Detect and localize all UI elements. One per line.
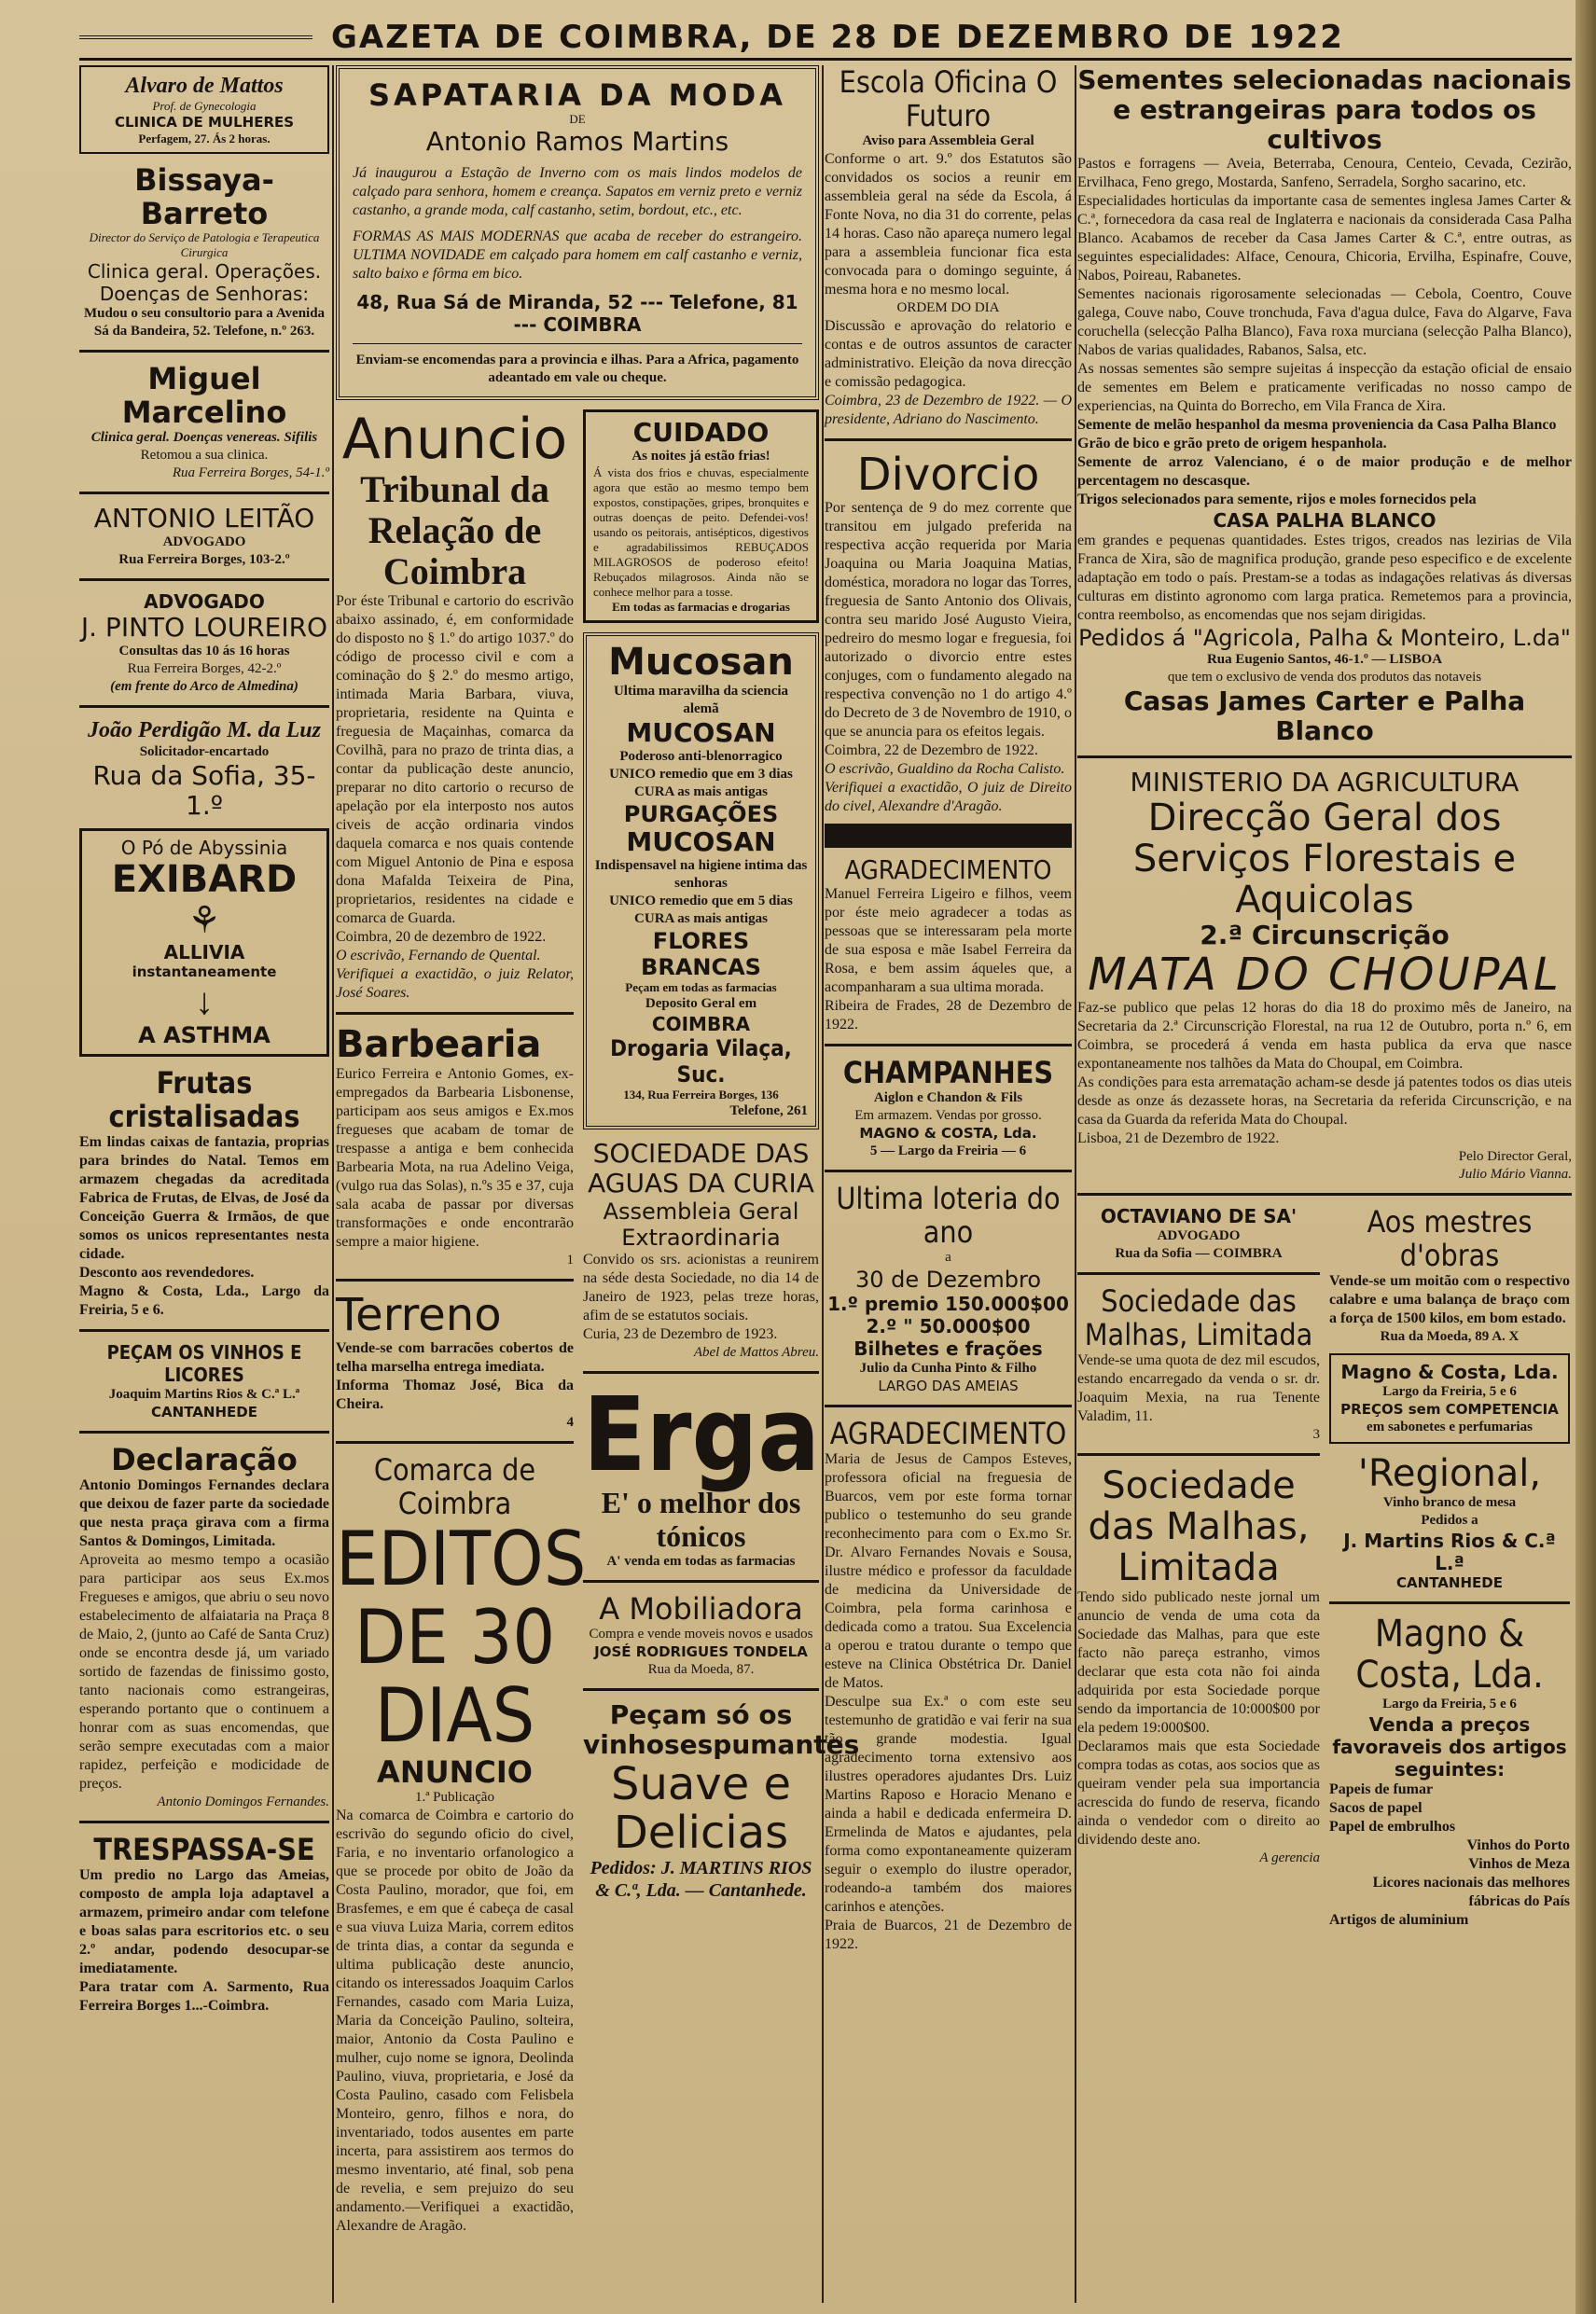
ad-text: Mudou o seu consultorio para a Avenida Sá da Bandeira, 52. Telefone, n.º 263. xyxy=(83,306,326,339)
separator xyxy=(79,492,329,494)
ad-text: 1 xyxy=(566,1253,574,1268)
ad-text: Clinica geral. Doenças venereas. Sifilis xyxy=(90,430,318,445)
ad-title: Aos mestres d'obras xyxy=(1367,1204,1533,1273)
column-2-right xyxy=(583,409,860,2236)
ad-text: Aviso para Assembleia Geral xyxy=(862,133,1034,148)
column-2-split xyxy=(336,407,860,2236)
separator xyxy=(1077,1272,1320,1275)
column-4-right xyxy=(1329,1205,1570,1930)
ad-text: Rua da Sofia, 35-1.º xyxy=(92,760,316,821)
ad-text: COIMBRA xyxy=(651,1013,751,1035)
ad-text: Á vista dos frios e chuvas, especialmente agora que estão ao mesmo tempo bem expostos, constipações, gripes, bronquites e outras doenças de peito. Defendei-vos! usando os peitorais, antisépticos, digestivos e agradabilissimos REBUÇADOS MILAGROSOS de poderoso efeito! Rebuçados milagrosos. Ainda não se conhece melhor para a tosse. xyxy=(593,465,809,599)
header-rule xyxy=(79,35,312,39)
ad-trespassa xyxy=(79,1833,329,2016)
ad-text: LARGO DAS AMEIAS xyxy=(878,1378,1019,1394)
ad-text: Poderoso anti-blenorragico xyxy=(619,749,783,764)
page-spine xyxy=(1575,0,1596,2314)
column-4-left xyxy=(1077,1205,1320,1930)
ad-text: ADVOGADO xyxy=(144,590,265,613)
ad-text: Na comarca de Coimbra e cartorio do escrivão do segundo oficio do civel, Faria, e no inventario orfanologico a que se procede por obito de João da Costa Paulino, morador, que foi, em Brasfemes, e em que é cabeça de casal e sua viuva Luiza Maria, correm editos de trinta dias, a contar da segunda e ultima publicação deste anuncio, citando os interessados Joaquim Carlos Fernandes, casado com Maria Luiza, Maria da Conceição Paulino, solteira, maior, Antonio da Costa Paulino e mulher, cujo nome se ignora, Deolinda Paulino, viuva, proprietaria, e José da Costa Paulino, casado com Felisbela Monteiro, genro, filhos e nora, do inventariado, todos ausentes em parte incerta, para assistirem aos termos do mesmo inventario, até final, sob pena de revelia, e sem prejuizo do seu andamento.—Verifiquei a exactidão, Alexandre de Aragão. xyxy=(336,1808,574,2234)
ad-text: Em todas as farmacias e drogarias xyxy=(612,600,790,614)
ad-title: Frutas cristalisadas xyxy=(108,1065,300,1134)
ad-text: ALLIVIA xyxy=(163,941,245,963)
ad-text: MAGNO & COSTA, Lda. xyxy=(859,1125,1037,1142)
ad-text: FORMAS AS MAIS MODERNAS que acaba de receber do estrangeiro. ULTIMA NOVIDADE em calçado para homem em calf castanho e verniz, salto baixo e fôrma em bico. xyxy=(353,229,802,282)
ad-text: Em lindas caixas de fantazia, proprias para brindes do Natal. Temos em armazem chegadas da acreditada Fabrica de Frutas, de Elvas, de José da Conceição Guerra & Irmãos, de que somos os unicos representantes nesta cidade. xyxy=(79,1134,329,1262)
ad-text: Já inaugurou a Estação de Inverno com os mais lindos modelos de calçado para senhora, homem e creança. Sapatos em verniz preto e verniz castanho, a grande moda, calf castanho, setim, bordout, etc., etc. xyxy=(353,165,802,218)
ad-text: O Pó de Abyssinia xyxy=(120,837,288,859)
ad-text: Rua da Moeda, 89 A. X xyxy=(1380,1329,1520,1344)
ad-text: As noites já estão frias! xyxy=(631,449,770,464)
ad-exibard xyxy=(79,828,329,1057)
ad-text: Pastos e forragens — Aveia, Beterraba, Cenoura, Centeio, Cevada, Cezirão, Ervilhaca, Feno grego, Mostarda, Sanfeno, Serradela, Sorgho sacarino, etc. xyxy=(1077,156,1572,190)
ad-text: (em frente do Arco de Almedina) xyxy=(110,679,298,694)
ad-title: Sementes selecionadas nacionais e estrangeiras para todos os cultivos xyxy=(1077,64,1572,155)
ad-text: Prof. de Gynecologia xyxy=(152,99,257,113)
ad-magno-2 xyxy=(1329,1614,1570,1930)
ad-suave xyxy=(583,1699,860,1902)
ad-text: Rua da Sofia — COIMBRA xyxy=(1115,1246,1283,1261)
ad-title: Tribunal da Relação de Coimbra xyxy=(360,468,549,592)
ad-text: ADVOGADO xyxy=(162,534,246,549)
ad-text: Um predio no Largo das Ameias, composto de ampla loja adaptavel a armazem, primeiro andar com telefone e boas salas para escritorios etc. o seu 2.º andar, podendo desocupar-se imediatamente. xyxy=(79,1867,329,1976)
ad-text: em grandes e pequenas quantidades. Estes trigos, creados nas lezirias de Vila Franca de Xira, são de magnifica produção, grande peso especifico e de excelente adaptação em todo o país. Prestam-se a todas as indagações relativas ás diversas culturas em distinto agronomo com larga pratica. Remetemos para a provincia, contra reembolso, as encomendas que nos sejam dirigidas. xyxy=(1077,533,1572,623)
ad-text: Pedidos a xyxy=(1421,1513,1478,1528)
separator xyxy=(336,1012,574,1015)
list-item: Papel de embrulhos xyxy=(1329,1819,1456,1835)
separator xyxy=(583,1371,819,1374)
list-item: Artigos de aluminium xyxy=(1329,1912,1469,1928)
ad-mattos xyxy=(79,65,329,154)
list-item: Vinhos de Meza xyxy=(1468,1856,1570,1872)
ad-text: Vende-se um moitão com o respectivo calabre e uma balança de braço com a força de 1500 kilos, em bom estado. xyxy=(1329,1273,1570,1326)
ad-title: MINISTERIO DA AGRICULTURA xyxy=(1130,767,1520,797)
ad-text: 30 de Dezembro xyxy=(854,1267,1042,1293)
ad-title: Divorcio xyxy=(856,449,1040,501)
ad-ministerio xyxy=(1077,768,1572,1184)
ad-text: Vende-se com barracões cobertos de telha marselha entrega imediata. xyxy=(336,1340,574,1375)
ad-loureiro xyxy=(79,590,329,696)
ad-text: Indispensavel na higiene intima das senhoras xyxy=(594,858,808,891)
ad-title: Suave e Delicias xyxy=(610,1758,792,1859)
ad-text: Grão de bico e grão preto de origem hespanhola. xyxy=(1077,436,1387,451)
ad-text: ADVOGADO xyxy=(1157,1228,1241,1243)
header-title: GAZETA DE COIMBRA, DE 28 DE DEZEMBRO DE 1922 xyxy=(331,19,1344,56)
ad-text: 5 — Largo da Freiria — 6 xyxy=(869,1143,1027,1158)
ad-title: Terreno xyxy=(336,1289,502,1341)
ad-sapataria xyxy=(336,65,819,400)
list-item: Licores nacionais das melhores fábricas do País xyxy=(1372,1875,1570,1909)
ad-title: 2.ª Circunscrição xyxy=(1200,920,1450,950)
ad-title: Ultima loteria do ano xyxy=(836,1181,1061,1250)
ad-text: Para tratar com A. Sarmento, Rua Ferreira Borges 1...-Coimbra. xyxy=(79,1979,329,2014)
ad-title: Barbearia xyxy=(336,1023,542,1066)
ad-text: em sabonetes e perfumarias xyxy=(1367,1420,1533,1434)
ad-text: Praia de Buarcos, 21 de Dezembro de 1922. xyxy=(825,1918,1072,1952)
separator xyxy=(583,1688,819,1691)
ad-text: 4 xyxy=(566,1415,574,1430)
ad-text: Especialidades horticulas da importante casa de sementes inglesa James Carter & C.ª, fornecedora da casa real de Inglaterra e nacionais da considerada Casa Palha Blanco. Acabamos de receber da Casa James Carter & C.ª, entre outras, as seguintes especialidades: Alface, Cenoura, Chicoria, Ervilha, Espinafre, Couve, Nabos, Poireau, Rabanetes. xyxy=(1077,193,1572,284)
ad-text: Antonio Domingos Fernandes declara que deixou de fazer parte da sociedade que nesta praça girava com a firma Santos & Domingos, Limitada. xyxy=(79,1477,329,1549)
ad-text: 2.º " 50.000$00 xyxy=(866,1315,1031,1337)
separator xyxy=(79,1431,329,1434)
ad-title: Declaração xyxy=(111,1442,298,1477)
ad-champanhes xyxy=(825,1056,1072,1160)
ad-text: Coimbra, 22 de Dezembro de 1922. xyxy=(825,742,1038,758)
ad-text: Venda a preços favoraveis dos artigos seguintes: xyxy=(1332,1713,1567,1781)
ad-title: SOCIEDADE DAS AGUAS DA CURIA xyxy=(588,1138,814,1199)
ad-mobiliadora xyxy=(583,1592,819,1679)
ad-text: Vende-se uma quota de dez mil escudos, estando encarregado da venda o sr. dr. Joaquim Mexia, na rua Tenente Valadim, 11. xyxy=(1077,1352,1320,1424)
ad-title: PURGAÇÕES xyxy=(623,801,779,827)
column-2-left xyxy=(336,407,587,2236)
ad-title: MATA DO CHOUPAL xyxy=(1088,949,1561,1001)
ad-text: Pelo Director Geral, xyxy=(1458,1149,1572,1164)
ad-text: CANTANHEDE xyxy=(151,1404,257,1420)
ad-text: Solicitador-encartado xyxy=(139,744,270,759)
ad-text: O escrivão, Gualdino da Rocha Calisto. xyxy=(825,761,1065,777)
ad-text: Semente de arroz Valenciano, é o de maior produção e de melhor percentagem no descasque. xyxy=(1077,454,1572,489)
ad-text: Aproveita ao mesmo tempo a ocasião para participar aos seus Ex.mos Fregueses e amigos, que abriu o seu novo estabelecimento de alfaiataria na Praça 8 de Maio, 2, (junto ao Café de Santa Cruz) onde se encontra desde já, um variado sortido de fazendas de finissimo gosto, tanto nacionais como estrangeiras, esperando portanto que o continuem a honrar com as suas encomendas, que serão sempre executadas com a maior rapidez, perfeição e modicidade de preços. xyxy=(79,1552,329,1792)
separator xyxy=(79,705,329,708)
ad-title: FLORES BRANCAS xyxy=(641,928,761,980)
ad-title: Erga xyxy=(583,1375,821,1494)
separator xyxy=(1077,755,1572,758)
ad-title: Direcção Geral dos Serviços Florestais e Aquicolas xyxy=(1132,797,1517,921)
ad-comarca xyxy=(336,1452,587,2236)
ad-text: Aiglon e Chandon & Fils xyxy=(873,1090,1023,1105)
ad-text: Por éste Tribunal e cartorio do escrivão abaixo assinado, é, em conformidade do disposto no § 1.º do artigo 1037.º do código de processo civil e com a cominação do § 2.º do mesmo artigo, intimada Maria Barbara, viuva, proprietaria, residente na Quinta e freguesia de Maçainhas, comarca da Covilhã, para no prazo de trinta dias, a contar da publicação deste anuncio, preparar no dito cartorio o recurso de apelação por ela interposto nos autos civeis de acção ordinaria vindos daquela comarca e nos quais contende com Miguel Antonio de Pina e esposa dona Mafalda Teixeira de Pina, proprietarios, residentes na cidade e comarca de Guarda. xyxy=(336,593,574,926)
ad-text: Consultas das 10 ás 16 horas xyxy=(118,644,290,658)
separator xyxy=(583,1580,819,1583)
ad-text: Semente de melão hespanhol da mesma proveniencia da Casa Palha Blanco xyxy=(1077,417,1557,433)
ad-text: Joaquim Martins Rios & C.ª L.ª xyxy=(108,1387,300,1402)
column-2 xyxy=(336,65,860,2303)
ad-malhas-1 xyxy=(1077,1284,1320,1444)
ad-text: A gerencia xyxy=(1259,1850,1320,1865)
ad-anuncio-tribunal xyxy=(336,409,574,1003)
ad-regional xyxy=(1329,1453,1570,1592)
ad-text: Rua da Moeda, 87. xyxy=(647,1662,755,1677)
ad-text: Lisboa, 21 de Dezembro de 1922. xyxy=(1077,1130,1280,1146)
wheat-icon: ⚘ xyxy=(187,899,221,941)
ad-text: UNICO remedio que em 5 dias CURA as mais antigas xyxy=(609,894,793,926)
ad-terreno xyxy=(336,1291,574,1432)
ad-text: Informa Thomaz José, Bica da Cheira. xyxy=(336,1378,574,1412)
ad-text: Conforme o art. 9.º dos Estatutos são convidados os socios a reunir em assembleia geral na séde da Escola, á Fonte Nova, no dia 31 do corrente, pelas 14 horas. Caso não apareça numero legal para a assembleia funcionar fica esta convocada para o domingo seguinte, á mesma hora e no mesmo local. xyxy=(825,151,1072,298)
ad-magno-1 xyxy=(1329,1353,1570,1444)
separator xyxy=(825,438,1072,441)
ad-text: Abel de Mattos Abreu. xyxy=(693,1345,819,1360)
separator xyxy=(79,1821,329,1823)
ad-text: Pedidos á "Agricola, Palha & Monteiro, L.da" xyxy=(1078,625,1571,651)
ad-text: Clinica geral. Operações. Doenças de Senhoras: xyxy=(87,260,322,305)
ad-frutas xyxy=(79,1066,329,1320)
ad-text: Manuel Ferreira Ligeiro e filhos, veem por éste meio agradecer a todas as pessoas que se interessaram pela morte de sua esposa e mãe Isabel Ferreira da Rosa, e bem assim áqueles que, a acompanharam a sua ultima morada. xyxy=(825,886,1072,995)
ad-title: Mucosan xyxy=(608,641,794,684)
ad-text: que tem o exclusivo de venda dos produtos das notaveis xyxy=(1167,670,1482,685)
ad-text: Largo da Freiria, 5 e 6 xyxy=(1382,1384,1517,1399)
separator xyxy=(79,578,329,581)
list-item: Papeis de fumar xyxy=(1329,1781,1434,1797)
ad-text: Bilhetes e frações xyxy=(854,1337,1043,1360)
separator xyxy=(353,343,802,344)
ad-text: Rua Ferreira Borges, 54-1.º xyxy=(172,465,329,480)
ad-text: Verifiquei a exactidão, o juiz Relator, José Soares. xyxy=(336,966,574,1001)
ad-title: Miguel Marcelino xyxy=(121,361,287,430)
ad-text: Desconto aos revendedores. xyxy=(79,1265,255,1281)
ad-text: Convido os srs. acionistas a reunirem na séde desta Sociedade, no dia 14 de Janeiro de 1923, pelas treze horas, afim de se estatutos sociais. xyxy=(583,1252,819,1323)
list-item: Sacos de papel xyxy=(1329,1800,1423,1816)
ad-text: A' venda em todas as farmacias xyxy=(606,1554,796,1569)
ad-text: PREÇOS sem COMPETENCIA xyxy=(1340,1401,1559,1418)
ad-text: Tendo sido publicado neste jornal um anuncio de venda de uma cota da Sociedade das Malhas, para que este facto não pareça estranho, vimos declarar que esta cota não foi ainda adquirida por esta Sociedade porque sendo da importancia de 10:000$00 por ela pedem 19:000$00. xyxy=(1077,1589,1320,1736)
ad-text: Retomou a sua clinica. xyxy=(140,448,269,463)
ad-text: Curia, 23 de Dezembro de 1923. xyxy=(583,1326,778,1342)
ad-text: Trigos selecionados para semente, rijos e moles fornecidos pela xyxy=(1077,492,1477,507)
ad-text: CLINICA DE MULHERES xyxy=(114,114,295,131)
separator xyxy=(79,1329,329,1332)
separator xyxy=(1077,1193,1572,1196)
ad-text: CANTANHEDE xyxy=(1396,1574,1503,1591)
ad-title: João Perdigão M. da Luz xyxy=(87,718,321,742)
ad-vinhos xyxy=(79,1341,329,1421)
ad-text: Antonio Domingos Fernandes. xyxy=(157,1794,329,1809)
ad-text: Julio Mário Vianna. xyxy=(1459,1167,1572,1182)
ad-text: UNICO remedio que em 3 dias CURA as mais antigas xyxy=(609,767,793,799)
ad-title: J. PINTO LOUREIRO xyxy=(80,612,328,643)
ad-text: Vinho branco de mesa xyxy=(1382,1495,1517,1510)
ad-text: a xyxy=(945,1250,951,1265)
separator xyxy=(1077,1453,1320,1456)
ad-title: Sociedade das Malhas, Limitada xyxy=(1084,1283,1313,1352)
ad-title: MUCOSAN xyxy=(626,717,776,748)
ad-text: Declaramos mais que esta Sociedade compra todas as cotas, aos socios que as queiram vender pela sua importancia acrescida do fundo de reserva, ficando ainda o vendedor com o direito ao dividendo deste ano. xyxy=(1077,1739,1320,1848)
ad-malhas-2 xyxy=(1077,1465,1320,1867)
ad-barreto xyxy=(79,163,329,340)
ad-text: 3 xyxy=(1312,1427,1320,1442)
ad-octaviano xyxy=(1077,1205,1320,1263)
ad-title: Casas James Carter e Palha Blanco xyxy=(1123,686,1526,746)
ad-text: 48, Rua Sá de Miranda, 52 --- Telefone, 81 --- COIMBRA xyxy=(356,291,798,336)
column-4-split xyxy=(1077,1205,1572,1930)
ad-text: Rua Eugenio Santos, 46-1.º — LISBOA xyxy=(1206,652,1443,667)
ad-curia xyxy=(583,1139,819,1362)
black-band xyxy=(825,824,1072,848)
ad-title: Sociedade das Malhas, Limitada xyxy=(1088,1464,1310,1589)
ad-title: E' o melhor dos tónicos xyxy=(601,1486,801,1553)
ad-title: OCTAVIANO DE SA' xyxy=(1100,1205,1298,1227)
ad-perdigao xyxy=(79,717,329,821)
ad-sementes xyxy=(1077,65,1572,746)
ad-text: Drogaria Vilaça, Suc. xyxy=(610,1035,792,1088)
ad-title: Escola Oficina O Futuro xyxy=(839,64,1058,133)
ad-title: Alvaro de Mattos xyxy=(125,74,284,98)
ad-title: AGRADECIMENTO xyxy=(829,1416,1067,1451)
column-rule xyxy=(822,65,824,2303)
ad-text: 134, Rua Ferreira Borges, 136 xyxy=(623,1088,779,1102)
ad-marcelino xyxy=(79,362,329,482)
ad-text: Eurico Ferreira e Antonio Gomes, ex-empregados da Barbearia Lisbonense, participam aos seus amigos e Ex.mos fregueses que acabam de tomar de trespasse a antiga e bem conhecida Barbearia Mota, na rua Adelino Veiga, (vulgo rua das Solas), n.ºs 35 e 37, cuja sala acaba de passar por diversas transformações e onde encontrarão sempre a maior higiene. xyxy=(336,1066,574,1250)
ad-title: Magno & Costa, Lda. xyxy=(1355,1613,1544,1697)
ad-erga xyxy=(583,1375,821,1571)
ad-title: Antonio Ramos Martins xyxy=(425,126,729,157)
column-4 xyxy=(1077,65,1572,2303)
ad-title: 'Regional, xyxy=(1357,1452,1542,1495)
separator xyxy=(1329,1601,1570,1604)
column-1 xyxy=(79,65,329,2303)
ad-text: instantaneamente xyxy=(132,963,277,980)
ad-text: Largo da Freiria, 5 e 6 xyxy=(1382,1697,1517,1711)
separator xyxy=(825,1405,1072,1407)
ad-title: ANTONIO LEITÃO xyxy=(93,503,315,533)
ad-mestres xyxy=(1329,1205,1570,1346)
ad-text: Magno & Costa, Lda., Largo da Freiria, 5 e 6. xyxy=(79,1283,329,1318)
ad-title: A Mobiliadora xyxy=(599,1591,803,1627)
list-item: Vinhos do Porto xyxy=(1466,1837,1570,1853)
ad-title: Comarca de Coimbra xyxy=(373,1452,536,1521)
ad-text: As condições para esta arrematação acham-se desde já patentes todos os dias uteis desde as onze ás dezassete horas, na Secretaria da referida Circunscrição, e na casa da Guarda da referida Mata do Choupal. xyxy=(1077,1074,1572,1128)
ad-declaracao xyxy=(79,1443,329,1811)
ad-text: Director do Serviço de Patologia e Terapeutica Cirurgica xyxy=(89,230,320,259)
ad-title: ANUNCIO xyxy=(377,1754,533,1790)
ad-title: PEÇAM OS VINHOS E LICORES xyxy=(106,1341,302,1386)
ad-title: AGRADECIMENTO xyxy=(844,854,1052,885)
ad-text: CASA PALHA BLANCO xyxy=(1213,509,1436,532)
column-rule xyxy=(1075,65,1076,2303)
separator xyxy=(336,1441,574,1444)
column-3 xyxy=(825,65,1072,2303)
page-header xyxy=(79,17,1572,61)
ad-text: Verifiquei a exactidão, O juiz de Direito do civel, Alexandre d'Aragão. xyxy=(825,780,1072,814)
ad-title: EXIBARD xyxy=(111,858,298,901)
ad-title: MUCOSAN xyxy=(626,826,776,857)
ad-text: Deposito Geral em xyxy=(645,996,757,1011)
ad-title: CHAMPANHES xyxy=(842,1055,1054,1090)
ad-text: 1.ª Publicação xyxy=(415,1790,494,1805)
ad-text: O escrivão, Fernando de Quental. xyxy=(336,948,541,963)
ad-agradecimento-2 xyxy=(825,1417,1072,1954)
ad-text: Rua Ferreira Borges, 42-2.º xyxy=(127,661,282,676)
ad-text: Perfagem, 27. Ás 2 horas. xyxy=(138,132,271,145)
ad-mucosan xyxy=(583,632,819,1129)
ad-text: 1.º premio 150.000$00 xyxy=(827,1293,1069,1315)
ad-title: EDITOS DE 30 DIAS xyxy=(336,1516,587,1759)
ad-text: Telefone, 261 xyxy=(729,1103,808,1118)
ad-text: Enviam-se encomendas para a provincia e ilhas. Para a Africa, pagamento adeantado em vale ou cheque. xyxy=(355,353,799,385)
ad-leitao xyxy=(79,504,329,569)
ad-title: Magno & Costa, Lda. xyxy=(1340,1361,1559,1383)
separator xyxy=(336,1279,574,1282)
ad-text: Sementes nacionais rigorosamente selecionadas — Cebola, Coentro, Couve galega, Couve nabo, Couve tronchuda, Fava d'agua dulce, Fava do Algarve, Fava coruchella (selecção Palha Blanco), Fava roxa murciana (selecção Palha Blanco), Nabos de varias qualidades, Rabanos, Salsa, etc. xyxy=(1077,286,1572,358)
ad-title: SAPATARIA DA MODA xyxy=(368,77,786,113)
ad-cuidado xyxy=(583,409,819,623)
ad-title: TRESPASSA-SE xyxy=(93,1832,315,1867)
ad-text: Maria de Jesus de Campos Esteves, professora oficial na freguesia de Buarcos, vem por este forma tornar publico o testemunho do seu grande reconhecimento para com o Ex.mo Sr. Dr. Alvaro Fernandes Novais e Sousa, ilustre médico e professor da faculdade de medicina da Universidade de Coimbra, pela forma carinhosa e dedicada como a tratou. Sua Excelencia a operou e tratou durante o tempo que esteve na Clinica Obstétrica Dr. Daniel de Matos. xyxy=(825,1451,1072,1691)
ad-text: Faz-se publico que pelas 12 horas do dia 18 do proximo mês de Janeiro, na Secretaria da 2.ª Circunscrição Florestal, na rua 12 de Outubro, porta n.º 6, em Coimbra, se procederá á venda em hasta publica da erva que nasce expontaneamente nos talhões da Mata do Choupal, em Coimbra. xyxy=(1077,1000,1572,1072)
ad-text: Compra e vende moveis novos e usados xyxy=(589,1627,813,1642)
ad-text: Pedidos: J. MARTINS RIOS & C.ª, Lda. — Cantanhede. xyxy=(590,1858,812,1901)
ad-text: Coimbra, 23 de Dezembro de 1922. — O presidente, Adriano do Nascimento. xyxy=(825,393,1072,427)
ad-text: Discussão e aprovação do relatorio e contas e de outros assuntos de caracter administrativo. Eleição da nova direcção e comissão pedagogica. xyxy=(825,318,1072,390)
ad-title: Anuncio xyxy=(341,407,568,472)
ad-text: Peçam em todas as farmacias xyxy=(625,980,777,994)
separator xyxy=(825,1170,1072,1172)
separator xyxy=(825,1044,1072,1046)
ad-text: Julio da Cunha Pinto & Filho xyxy=(859,1361,1037,1376)
ad-text: Rua Ferreira Borges, 103-2.º xyxy=(118,552,290,567)
ad-agradecimento-1 xyxy=(825,855,1072,1034)
ad-title: Peçam só os vinhosespumantes xyxy=(583,1699,860,1760)
ad-escola xyxy=(825,65,1072,429)
ad-text: Ribeira de Frades, 28 de Dezembro de 1922. xyxy=(825,998,1072,1032)
ad-divorcio xyxy=(825,450,1072,816)
ad-text: ORDEM DO DIA xyxy=(896,300,1000,315)
ad-text: J. Martins Rios & C.ª L.ª xyxy=(1343,1530,1556,1574)
ad-title: Bissaya-Barreto xyxy=(134,162,274,231)
ad-text: Por sentença de 9 do mez corrente que transitou em julgado preferida na respectiva acção requerida por Maria Joaquina ou Maria Joaquina Matias, doméstica, moradora no logar das Torres, freguesia de Santo Antonio dos Olivais, contra seu marido José Augusto Vieira, pedreiro do mesmo logar e freguesia, foi autorizado o divorcio entre estes conjuges, com o fundamento alegado na respectiva convenção no 1 do artigo 4.º do Decreto de 3 de Novembro de 1910, o que se anuncia para os efeitos legais. xyxy=(825,500,1072,740)
ad-text: DE xyxy=(569,112,586,126)
ad-text: Ultima maravilha da sciencia alemã xyxy=(613,684,789,716)
ad-barbearia xyxy=(336,1024,574,1269)
ad-text: As nossas sementes são sempre sujeitas á inspecção da estação oficial de ensaio de sementes em Belem e praticamente verificadas no nosso campo de experiencias, na Quinta do Borrecho, em Vila Franca de Xira. xyxy=(1077,361,1572,414)
ad-text: Desculpe sua Ex.ª o com este seu testemunho de gratidão e vai ferir na sua tão grande modestia. Igual agradecimento torna extensivo aos ilustres operadores ajudantes Drs. Luiz Martins Raposo e Horacio Menano e ainda a habil e dedicada enfermeira D. Ermelinda de Matos e ajudantes, pela forma como expontaneamente quizeram seguir o exemplo do ilustre operador, rodeando-a também dos maiores carinhos e atenções. xyxy=(825,1694,1072,1915)
ad-text: JOSÉ RODRIGUES TONDELA xyxy=(594,1643,808,1660)
separator xyxy=(79,350,329,353)
magno-items-list xyxy=(1329,1781,1570,1930)
column-rule xyxy=(332,65,334,2303)
ad-text: Em armazem. Vendas por grosso. xyxy=(854,1108,1042,1123)
ad-text: A ASTHMA xyxy=(138,1022,271,1048)
ad-text: Coimbra, 20 de dezembro de 1922. xyxy=(336,929,547,945)
arrow-down-icon: ↓ xyxy=(195,980,214,1022)
ad-title: Assembleia Geral Extraordinaria xyxy=(603,1199,799,1251)
ad-title: CUIDADO xyxy=(632,417,770,448)
ad-loteria xyxy=(825,1182,1072,1395)
